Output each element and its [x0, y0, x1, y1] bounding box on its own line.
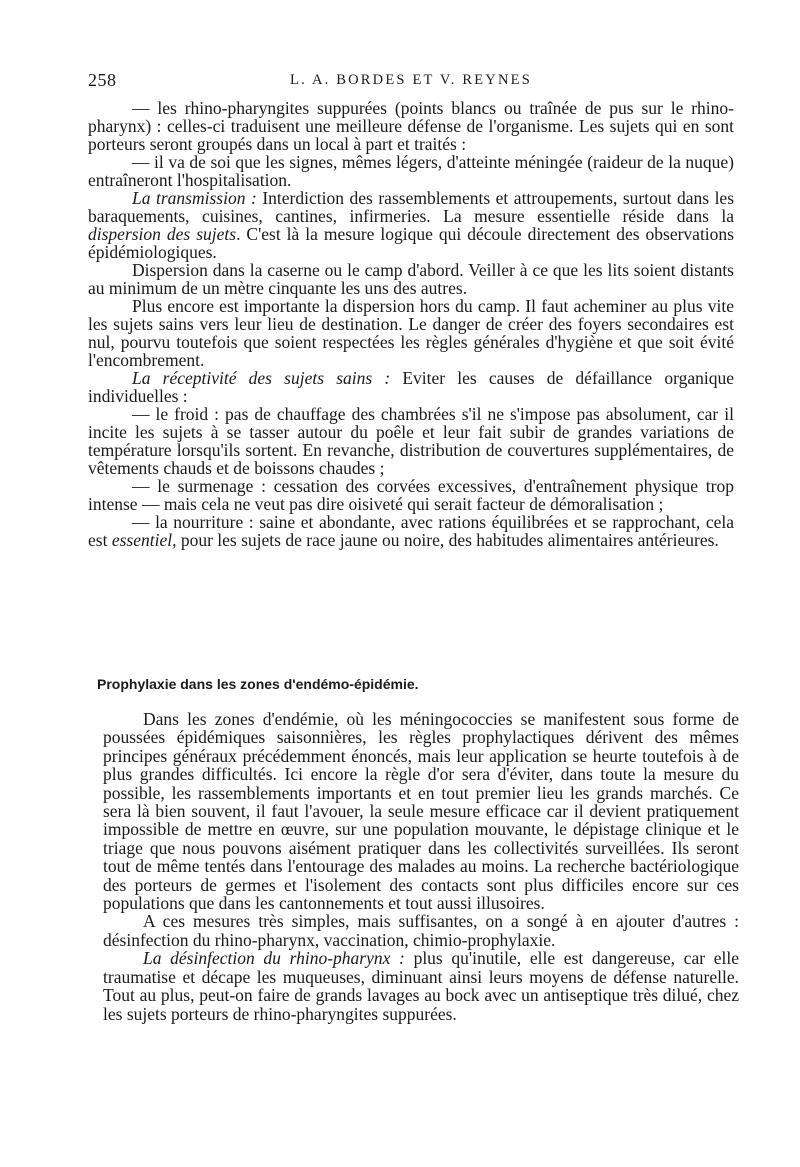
- paragraph-lead: La désinfection du rhino-pharynx :: [143, 948, 405, 969]
- paragraph: La réceptivité des sujets sains : Eviter les causes de défaillance organique individuelles :: [88, 368, 734, 406]
- page-header: [88, 70, 734, 96]
- paragraph-lead: La transmission :: [132, 188, 257, 208]
- paragraph: — il va de soi que les signes, mêmes légers, d'atteinte méningée (raideur de la nuque) entraîneront l'hospitalisation.: [88, 152, 734, 190]
- paragraph: La désinfection du rhino-pharynx : plus qu'inutile, elle est dangereuse, car elle traumatise et décape les muqueuses, diminuant ainsi leurs moyens de défense naturelle. Tout au plus, peut-on faire de grands lavages au bock avec un antiseptique très dilué, chez les sujets porteurs de rhino-pharyngites suppurées.: [103, 948, 739, 1024]
- paragraph-lead: La réceptivité des sujets sains :: [132, 368, 391, 388]
- emphasis: dispersion des sujets: [88, 224, 237, 244]
- body-text: [88, 99, 734, 549]
- paragraph: Dispersion dans la caserne ou le camp d'abord. Veiller à ce que les lits soient distants au minimum de un mètre cinquante les uns des autres.: [88, 260, 734, 298]
- emphasis: essentiel,: [111, 530, 177, 550]
- paragraph: — la nourriture : saine et abondante, avec rations équilibrées et se rapprochant, cela est essentiel, pour les sujets de race jaune ou noire, des habitudes alimentaires antérieures.: [88, 512, 734, 550]
- paragraph: — le froid : pas de chauffage des chambrées s'il ne s'impose pas absolument, car il incite les sujets à se tasser autour du poêle et leur fait subir de grandes variations de température lorsqu'ils sortent. En revanche, distribution de couvertures supplémentaires, de vêtements chauds et de boissons chaudes ;: [88, 404, 734, 478]
- paragraph: — les rhino-pharyngites suppurées (points blancs ou traînée de pus sur le rhino-pharynx) : celles-ci traduisent une meilleure défense de l'organisme. Les sujets qui en sont porteurs seront groupés dans un local à part et traités :: [88, 98, 734, 154]
- paragraph: La transmission : Interdiction des rassemblements et attroupements, surtout dans les baraquements, cuisines, cantines, infirmeries. La mesure essentielle réside dans la dispersion des sujets. C'est là la mesure logique qui découle directement des observations épidémiologiques.: [88, 188, 735, 262]
- section-body-text: [103, 710, 739, 1023]
- section-heading: Prophylaxie dans les zones d'endémo-épidémie.: [97, 676, 419, 692]
- paragraph: A ces mesures très simples, mais suffisantes, on a songé à en ajouter d'autres : désinfection du rhino-pharynx, vaccination, chimio-prophylaxie.: [103, 911, 739, 950]
- paragraph: Plus encore est importante la dispersion hors du camp. Il faut acheminer au plus vite les sujets sains vers leur lieu de destination. Le danger de créer des foyers secondaires est nul, pourvu toutefois que soient respectées les règles générales d'hygiène et que soit évité l'encombrement.: [88, 296, 734, 370]
- page-number: 258: [88, 70, 117, 90]
- paragraph: Dans les zones d'endémie, où les méningococcies se manifestent sous forme de poussées épidémiques saisonnières, les règles prophylactiques dérivent des mêmes principes généraux précédemment énoncés, mais leur application se heurte toutefois à de plus grandes difficultés. Ici encore la règle d'or sera d'éviter, dans toute la mesure du possible, les rassemblements importants et en tout premier lieu les grands marchés. Ce sera là bien souvent, il faut l'avouer, la seule mesure efficace car il devient pratiquement impossible de mettre en œuvre, sur une population mouvante, le dépistage clinique et le triage que nous pouvons aisément pratiquer dans les collectivités surveillées. Ils seront tout de même tentés dans l'entourage des malades au moins. La recherche bactériologique des porteurs de germes et l'isolement des contacts sont plus difficiles encore sur ces populations que dans les cantonnements et tout aussi illusoires.: [103, 709, 739, 914]
- running-head: L. A. BORDES ET V. REYNES: [290, 72, 532, 88]
- paragraph: — le surmenage : cessation des corvées excessives, d'entraînement physique trop intense — mais cela ne veut pas dire oisiveté qui serait facteur de démoralisation ;: [88, 476, 734, 514]
